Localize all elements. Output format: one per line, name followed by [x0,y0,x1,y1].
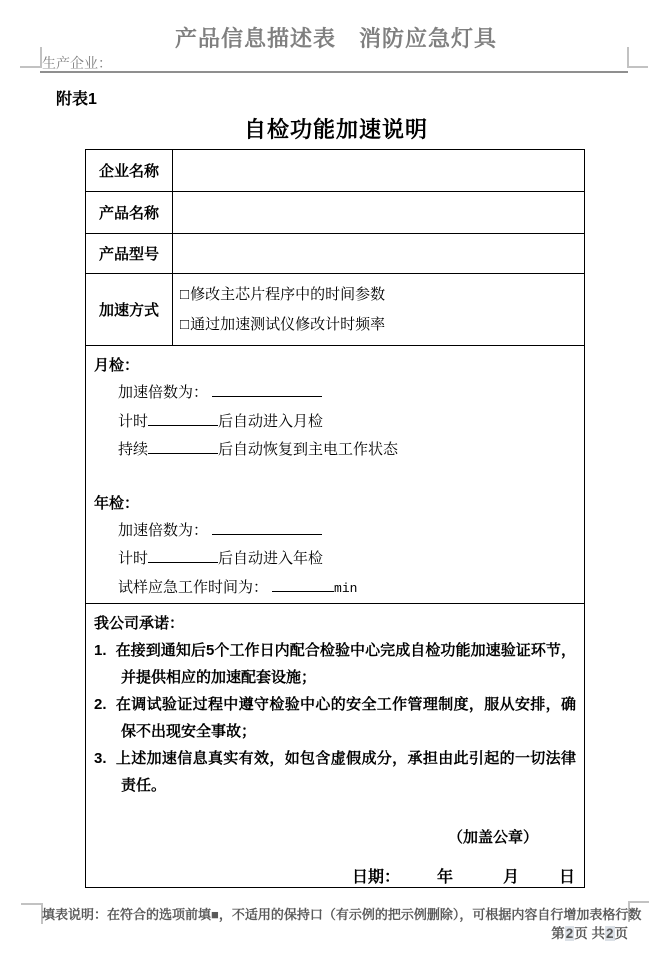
page-number [551,922,628,942]
annual-emergency-blank[interactable] [272,578,334,592]
date-line [94,864,576,887]
annual-timing-line [118,545,576,574]
company-name-field[interactable] [173,150,585,192]
date-month-label: 月 [503,869,520,886]
annual-emergency-label: 试样应急工作时间为： [118,578,269,596]
date-day-label: 日 [559,869,576,886]
monthly-duration-blank[interactable] [148,440,218,454]
page-number-current: 2 [565,926,574,941]
page-number-infix: 页 共 [574,926,605,941]
check-sections-cell [86,346,585,604]
table-row [86,274,585,346]
commitment-cell [86,604,585,888]
annual-multiplier-line [118,517,576,546]
section-spacer [94,465,576,491]
monthly-duration-line [118,436,576,465]
footer-instructions: 填表说明：在符合的选项前填■，不适用的保持口（有示例的把示例删除），可根据内容自行增加表格行数 [42,907,642,922]
commitment-item-2-num: 2. [94,696,107,713]
annual-multiplier-blank[interactable] [212,521,322,535]
annual-timing-prefix: 计时 [118,550,149,567]
annual-multiplier-label: 加速倍数为： [118,521,209,539]
monthly-multiplier-blank[interactable] [212,383,322,397]
producer-label: 生产企业： [42,55,112,71]
document-header-title: 产品信息描述表 消防应急灯具 [174,26,497,51]
monthly-check-heading: 月检： [94,357,140,374]
table-row [86,192,585,234]
page-number-prefix: 第 [551,926,565,941]
commitment-item-1-text: 在接到通知后5个工作日内配合检验中心完成自检功能加速验证环节，并提供相应的加速配套设施； [115,642,576,686]
crop-mark-top-right-h [627,66,648,68]
crop-mark-top-left-h [20,66,41,68]
table-row [86,150,585,192]
annual-timing-blank[interactable] [148,549,218,563]
row-label-product-model: 产品型号 [86,234,173,274]
crop-mark-bottom-right-h [628,901,649,903]
commitment-item-3-text: 上述加速信息真实有效，如包含虚假成分，承担由此引起的一切法律责任。 [115,750,576,794]
commitment-item-1 [94,637,576,691]
acceleration-option-1 [180,280,584,310]
table-row [86,234,585,274]
commitment-item-2-text: 在调试验证过程中遵守检验中心的安全工作管理制度，服从安排，确保不出现安全事故； [115,696,576,740]
crop-mark-bottom-left-h [21,903,42,905]
monthly-duration-suffix: 后自动恢复到主电工作状态 [218,441,399,458]
date-year-label: 年 [437,869,454,886]
checkbox-icon[interactable]: □ [180,315,190,333]
commitment-item-3-num: 3. [94,750,107,767]
page-number-suffix: 页 [614,926,628,941]
annex-label: 附表1 [56,91,97,108]
monthly-timing-prefix: 计时 [118,412,149,430]
row-label-company-name: 企业名称 [86,150,173,192]
acceleration-options-cell [173,274,585,346]
annual-emergency-line [118,574,576,604]
row-label-product-name: 产品名称 [86,192,173,234]
form-title: 自检功能加速说明 [243,117,428,142]
checkbox-icon[interactable]: □ [180,285,190,303]
product-model-field[interactable] [173,234,585,274]
monthly-timing-suffix: 后自动进入月检 [218,412,324,430]
acceleration-option-1-label: 修改主芯片程序中的时间参数 [190,285,386,303]
annual-timing-suffix: 后自动进入年检 [218,550,324,567]
annual-check-heading: 年检： [94,494,140,512]
monthly-multiplier-label: 加速倍数为： [118,384,209,401]
acceleration-option-2 [180,310,584,340]
date-label: 日期： [352,869,401,886]
product-name-field[interactable] [173,192,585,234]
page-number-total: 2 [605,926,614,941]
monthly-timing-blank[interactable] [148,412,218,426]
header-rule [40,71,628,73]
table-row [86,346,585,604]
acceleration-option-2-label: 通过加速测试仪修改计时频率 [190,315,386,333]
table-row [86,604,585,888]
monthly-timing-line [118,408,576,437]
commitment-heading: 我公司承诺： [94,615,185,632]
commitment-item-3 [94,745,576,799]
monthly-duration-prefix: 持续 [118,441,149,458]
commitment-item-2 [94,691,576,745]
commitment-item-1-num: 1. [94,642,107,659]
monthly-multiplier-line [118,379,576,408]
stamp-note: （加盖公章） [447,829,538,846]
annual-emergency-unit: min [334,580,358,596]
form-table [85,149,585,888]
row-label-acceleration-method: 加速方式 [86,274,173,346]
